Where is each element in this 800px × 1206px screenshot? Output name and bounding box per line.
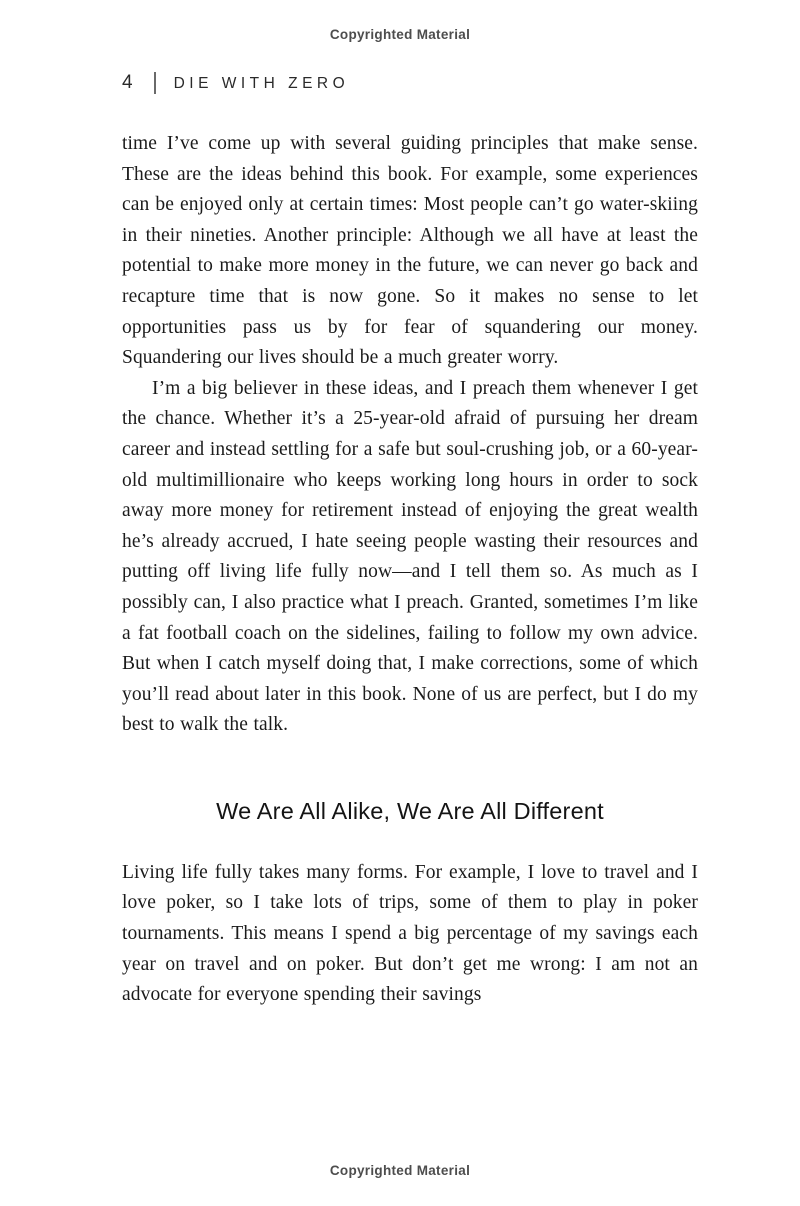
page-number: 4 (122, 72, 134, 93)
book-title: DIE WITH ZERO (173, 74, 350, 92)
body-paragraph-2: I’m a big believer in these ideas, and I preach them whenever I get the chance. Whether it’s a 25-year-old afraid of pursuing her dream career and instead settling for a safe but soul-crushing job, or a 60-year-old multimillionaire who keeps working long hours in order to sock away more money for retirement instead of enjoying the great wealth he’s already accrued, I hate seeing people wasting their resources and putting off living life fully now—and I tell them so. As much as I possibly can, I also practice what I preach. Granted, sometimes I’m like a fat football coach on the sidelines, failing to follow my own advice. But when I catch myself doing that, I make corrections, some of which you’ll read about later in this book. None of us are perfect, but I do my best to walk the talk. (122, 377, 698, 736)
section-heading: We Are All Alike, We Are All Different (216, 797, 604, 824)
page-body (122, 129, 698, 1011)
copyright-notice-bottom: Copyrighted Material (329, 1163, 471, 1178)
copyright-notice-top: Copyrighted Material (329, 27, 471, 42)
page-header (122, 72, 349, 94)
body-paragraph-3: Living life fully takes many forms. For example, I love to travel and I love poker, so I take lots of trips, some of them to play in poker tournaments. This means I spend a big percentage of my savings each year on travel and on poker. But don’t get me wrong: I am not an advocate for everyone spending their savings (122, 861, 698, 1006)
header-divider (154, 72, 156, 94)
body-paragraph-1: time I’ve come up with several guiding principles that make sense. These are the ideas behind this book. For example, some experiences can be enjoyed only at certain times: Most people can’t go water-skiing in their nineties. Another principle: Although we all have at least the potential to make more money in the future, we can never go back and recapture time that is now gone. So it makes no sense to let opportunities pass us by for fear of squandering our money. Squandering our lives should be a much greater worry. (122, 133, 698, 369)
